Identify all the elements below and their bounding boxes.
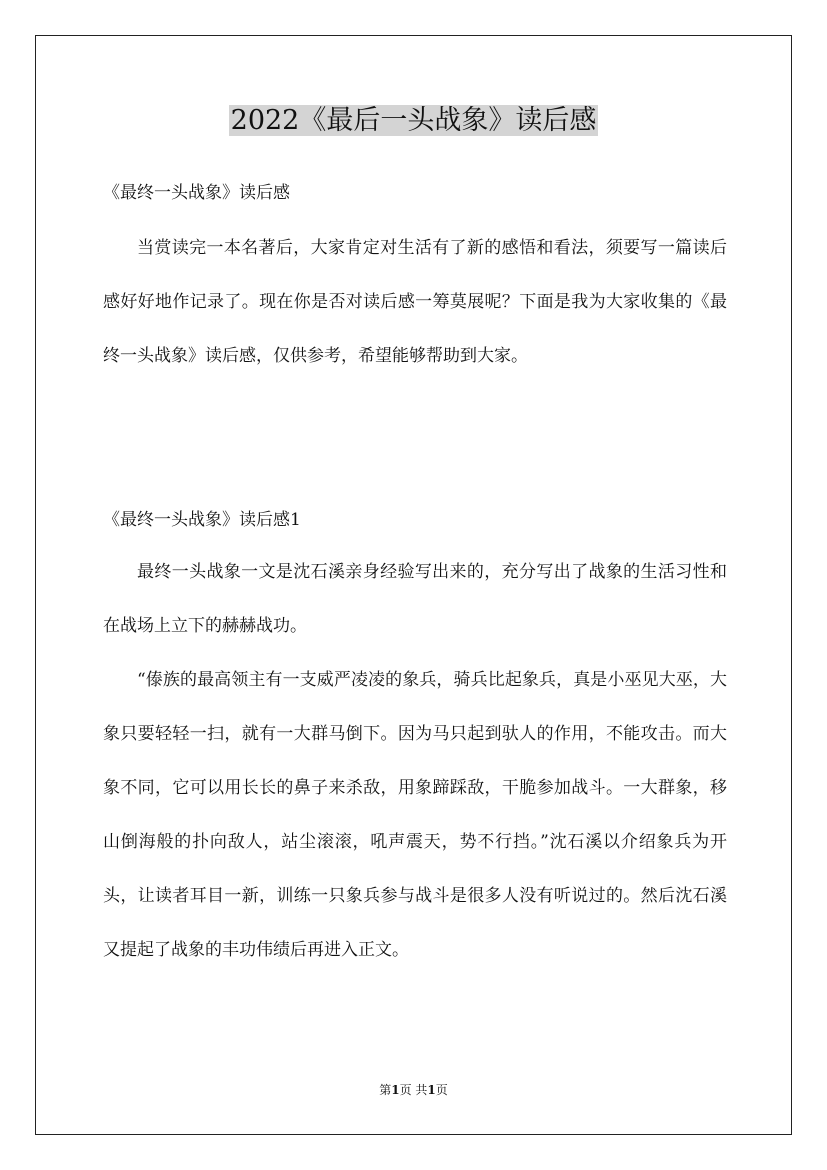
page-footer bbox=[0, 1080, 827, 1100]
document-title-text: 2022《最后一头战象》读后感 bbox=[230, 105, 597, 136]
intro-paragraph: 当赏读完一本名著后，大家肯定对生活有了新的感悟和看法，须要写一篇读后感好好地作记录了。现在你是否对读后感一筹莫展呢？下面是我为大家收集的《最终一头战象》读后感，仅供参考，希望能够帮助到大家。 bbox=[103, 238, 727, 366]
document-subtitle: 《最终一头战象》读后感 bbox=[103, 183, 290, 203]
footer-page-prefix: 第 bbox=[379, 1083, 392, 1097]
footer-page-current: 1 bbox=[391, 1083, 400, 1097]
document-title bbox=[0, 101, 827, 141]
footer-page-mid: 页 共 bbox=[399, 1083, 428, 1097]
footer-page-total: 1 bbox=[427, 1083, 436, 1097]
section-heading: 《最终一头战象》读后感1 bbox=[103, 510, 301, 530]
body-paragraph-2: “傣族的最高领主有一支威严凌凌的象兵，骑兵比起象兵，真是小巫见大巫，大象只要轻轻一扫，就有一大群马倒下。因为马只起到驮人的作用，不能攻击。而大象不同，它可以用长长的鼻子来杀敌，用象蹄踩敌，干脆参加战斗。一大群象，移山倒海般的扑向敌人，站尘滚滚，吼声震天，势不行挡。”沈石溪以介绍象兵为开头，让读者耳目一新，训练一只象兵参与战斗是很多人没有听说过的。然后沈石溪又提起了战象的丰功伟绩后再进入正文。 bbox=[103, 670, 727, 960]
footer-page-suffix: 页 bbox=[435, 1083, 448, 1097]
body-paragraph-1: 最终一头战象一文是沈石溪亲身经验写出来的，充分写出了战象的生活习性和在战场上立下的赫赫战功。 bbox=[103, 562, 727, 636]
